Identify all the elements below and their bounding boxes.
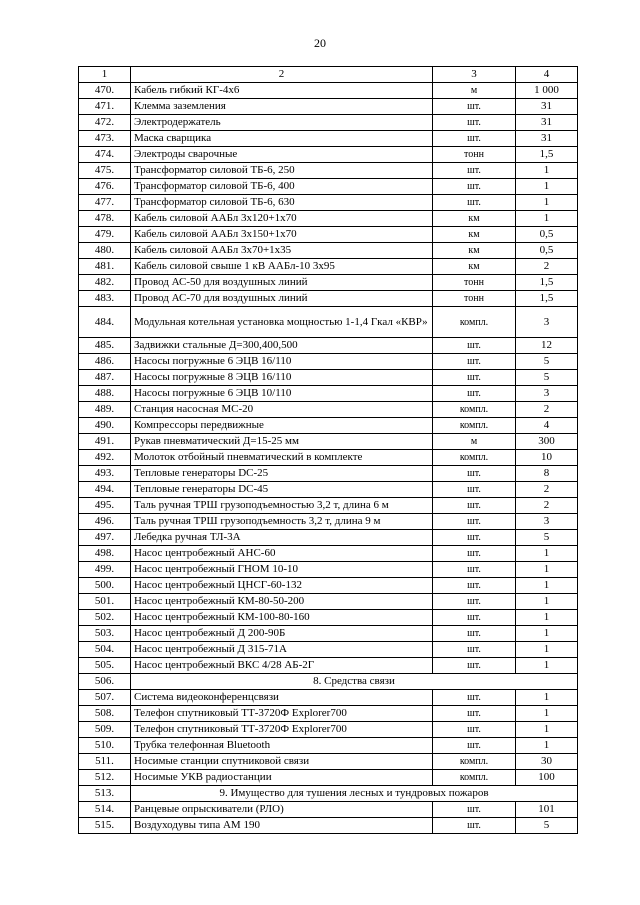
item-unit: компл. bbox=[433, 770, 516, 786]
row-number: 497. bbox=[79, 530, 131, 546]
item-quantity: 5 bbox=[516, 818, 578, 834]
item-unit: шт. bbox=[433, 179, 516, 195]
row-number: 493. bbox=[79, 466, 131, 482]
item-quantity: 0,5 bbox=[516, 243, 578, 259]
row-number: 480. bbox=[79, 243, 131, 259]
row-number: 495. bbox=[79, 498, 131, 514]
table-row bbox=[79, 626, 578, 642]
item-name: Телефон спутниковый ТТ-3720Ф Explorer700 bbox=[131, 706, 433, 722]
item-name: Насос центробежный ГНОМ 10-10 bbox=[131, 562, 433, 578]
item-name: Задвижки стальные Д=300,400,500 bbox=[131, 338, 433, 354]
table-row bbox=[79, 434, 578, 450]
row-number: 477. bbox=[79, 195, 131, 211]
item-name: Насосы погружные 6 ЭЦВ 10/110 bbox=[131, 386, 433, 402]
item-quantity: 5 bbox=[516, 530, 578, 546]
table-row bbox=[79, 291, 578, 307]
section-title: 9. Имущество для тушения лесных и тундровых пожаров bbox=[131, 786, 578, 802]
table-row bbox=[79, 163, 578, 179]
item-unit: шт. bbox=[433, 610, 516, 626]
row-number: 481. bbox=[79, 259, 131, 275]
table-row bbox=[79, 610, 578, 626]
item-unit: шт. bbox=[433, 482, 516, 498]
item-unit: шт. bbox=[433, 562, 516, 578]
item-quantity: 1 bbox=[516, 562, 578, 578]
item-unit: шт. bbox=[433, 338, 516, 354]
item-unit: шт. bbox=[433, 722, 516, 738]
table-row bbox=[79, 642, 578, 658]
table-row bbox=[79, 83, 578, 99]
row-number: 483. bbox=[79, 291, 131, 307]
item-unit: тонн bbox=[433, 291, 516, 307]
item-name: Трансформатор силовой ТБ-6, 400 bbox=[131, 179, 433, 195]
item-name: Кабель силовой ААБл 3х70+1х35 bbox=[131, 243, 433, 259]
item-name: Тепловые генераторы DC-45 bbox=[131, 482, 433, 498]
row-number: 485. bbox=[79, 338, 131, 354]
table-row bbox=[79, 227, 578, 243]
table-row bbox=[79, 546, 578, 562]
item-quantity: 0,5 bbox=[516, 227, 578, 243]
item-unit: км bbox=[433, 227, 516, 243]
item-name: Кабель силовой ААБл 3х150+1х70 bbox=[131, 227, 433, 243]
table-row bbox=[79, 450, 578, 466]
item-quantity: 31 bbox=[516, 115, 578, 131]
row-number: 510. bbox=[79, 738, 131, 754]
item-unit: км bbox=[433, 259, 516, 275]
section-row bbox=[79, 674, 578, 690]
table-row bbox=[79, 147, 578, 163]
item-unit: шт. bbox=[433, 370, 516, 386]
item-name: Провод АС-50 для воздушных линий bbox=[131, 275, 433, 291]
item-unit: компл. bbox=[433, 418, 516, 434]
item-unit: шт. bbox=[433, 642, 516, 658]
item-name: Насос центробежный ВКС 4/28 АБ-2Г bbox=[131, 658, 433, 674]
item-name: Насос центробежный АНС-60 bbox=[131, 546, 433, 562]
table-row bbox=[79, 259, 578, 275]
table-row bbox=[79, 770, 578, 786]
item-unit: шт. bbox=[433, 706, 516, 722]
item-name: Тепловые генераторы DC-25 bbox=[131, 466, 433, 482]
item-unit: компл. bbox=[433, 450, 516, 466]
item-quantity: 1 bbox=[516, 658, 578, 674]
item-name: Насос центробежный ЦНСГ-60-132 bbox=[131, 578, 433, 594]
row-number: 486. bbox=[79, 354, 131, 370]
table-row bbox=[79, 418, 578, 434]
table-row bbox=[79, 530, 578, 546]
item-name: Рукав пневматический Д=15-25 мм bbox=[131, 434, 433, 450]
item-unit: шт. bbox=[433, 99, 516, 115]
row-number: 508. bbox=[79, 706, 131, 722]
item-unit: шт. bbox=[433, 594, 516, 610]
item-name: Воздуходувы типа АМ 190 bbox=[131, 818, 433, 834]
table-row bbox=[79, 354, 578, 370]
item-quantity: 2 bbox=[516, 259, 578, 275]
item-name: Компрессоры передвижные bbox=[131, 418, 433, 434]
item-quantity: 101 bbox=[516, 802, 578, 818]
item-name: Клемма заземления bbox=[131, 99, 433, 115]
item-quantity: 12 bbox=[516, 338, 578, 354]
row-number: 496. bbox=[79, 514, 131, 530]
row-number: 507. bbox=[79, 690, 131, 706]
row-number: 490. bbox=[79, 418, 131, 434]
item-name: Трансформатор силовой ТБ-6, 630 bbox=[131, 195, 433, 211]
table-row bbox=[79, 578, 578, 594]
row-number: 471. bbox=[79, 99, 131, 115]
item-quantity: 31 bbox=[516, 99, 578, 115]
item-name: Насос центробежный Д 200-90Б bbox=[131, 626, 433, 642]
item-quantity: 31 bbox=[516, 131, 578, 147]
item-unit: м bbox=[433, 83, 516, 99]
item-unit: шт. bbox=[433, 546, 516, 562]
item-name: Насос центробежный Д 315-71А bbox=[131, 642, 433, 658]
item-unit: тонн bbox=[433, 147, 516, 163]
row-number: 500. bbox=[79, 578, 131, 594]
item-name: Ранцевые опрыскиватели (РЛО) bbox=[131, 802, 433, 818]
inventory-table bbox=[78, 66, 578, 834]
row-number: 478. bbox=[79, 211, 131, 227]
section-row bbox=[79, 786, 578, 802]
item-quantity: 5 bbox=[516, 370, 578, 386]
table-row bbox=[79, 498, 578, 514]
row-number: 491. bbox=[79, 434, 131, 450]
row-number: 479. bbox=[79, 227, 131, 243]
item-unit: шт. bbox=[433, 658, 516, 674]
item-name: Провод АС-70 для воздушных линий bbox=[131, 291, 433, 307]
item-unit: компл. bbox=[433, 402, 516, 418]
row-number: 482. bbox=[79, 275, 131, 291]
item-unit: шт. bbox=[433, 386, 516, 402]
table-row bbox=[79, 179, 578, 195]
table-row bbox=[79, 386, 578, 402]
column-header: 1 bbox=[79, 67, 131, 83]
item-unit: км bbox=[433, 211, 516, 227]
item-name: Кабель силовой ААБл 3х120+1х70 bbox=[131, 211, 433, 227]
row-number: 504. bbox=[79, 642, 131, 658]
item-quantity: 1 bbox=[516, 690, 578, 706]
item-quantity: 300 bbox=[516, 434, 578, 450]
item-name: Таль ручная ТРШ грузоподъемностью 3,2 т, длина 6 м bbox=[131, 498, 433, 514]
column-header: 3 bbox=[433, 67, 516, 83]
table-row bbox=[79, 706, 578, 722]
row-number: 484. bbox=[79, 307, 131, 338]
item-quantity: 1 bbox=[516, 706, 578, 722]
table-row bbox=[79, 211, 578, 227]
item-name: Молоток отбойный пневматический в комплекте bbox=[131, 450, 433, 466]
table-row bbox=[79, 482, 578, 498]
item-quantity: 3 bbox=[516, 307, 578, 338]
item-quantity: 1 bbox=[516, 642, 578, 658]
table-row bbox=[79, 658, 578, 674]
item-name: Кабель гибкий КГ-4х6 bbox=[131, 83, 433, 99]
item-name: Насосы погружные 8 ЭЦВ 16/110 bbox=[131, 370, 433, 386]
item-name: Трансформатор силовой ТБ-6, 250 bbox=[131, 163, 433, 179]
item-unit: шт. bbox=[433, 131, 516, 147]
item-quantity: 1 bbox=[516, 578, 578, 594]
table-row bbox=[79, 307, 578, 338]
item-unit: шт. bbox=[433, 578, 516, 594]
item-unit: шт. bbox=[433, 498, 516, 514]
item-quantity: 4 bbox=[516, 418, 578, 434]
item-quantity: 8 bbox=[516, 466, 578, 482]
item-unit: шт. bbox=[433, 514, 516, 530]
row-number: 488. bbox=[79, 386, 131, 402]
item-quantity: 5 bbox=[516, 354, 578, 370]
item-name: Система видеоконференцсвязи bbox=[131, 690, 433, 706]
item-quantity: 1 bbox=[516, 163, 578, 179]
item-name: Носимые УКВ радиостанции bbox=[131, 770, 433, 786]
table-row bbox=[79, 754, 578, 770]
item-quantity: 10 bbox=[516, 450, 578, 466]
row-number: 512. bbox=[79, 770, 131, 786]
page-number: 20 bbox=[314, 36, 326, 50]
row-number: 502. bbox=[79, 610, 131, 626]
item-name: Насос центробежный КМ-80-50-200 bbox=[131, 594, 433, 610]
row-number: 514. bbox=[79, 802, 131, 818]
row-number: 509. bbox=[79, 722, 131, 738]
table-row bbox=[79, 402, 578, 418]
column-header: 2 bbox=[131, 67, 433, 83]
item-name: Лебедка ручная ТЛ-3А bbox=[131, 530, 433, 546]
item-name: Маска сварщика bbox=[131, 131, 433, 147]
row-number: 475. bbox=[79, 163, 131, 179]
row-number: 511. bbox=[79, 754, 131, 770]
row-number: 476. bbox=[79, 179, 131, 195]
table-row bbox=[79, 195, 578, 211]
item-unit: шт. bbox=[433, 163, 516, 179]
column-header: 4 bbox=[516, 67, 578, 83]
row-number: 473. bbox=[79, 131, 131, 147]
item-quantity: 1 bbox=[516, 722, 578, 738]
item-name: Электроды сварочные bbox=[131, 147, 433, 163]
row-number: 513. bbox=[79, 786, 131, 802]
item-unit: тонн bbox=[433, 275, 516, 291]
item-quantity: 1,5 bbox=[516, 291, 578, 307]
item-quantity: 1,5 bbox=[516, 275, 578, 291]
item-name: Модульная котельная установка мощностью 1-1,4 Гкал «КВР» bbox=[131, 307, 433, 338]
table-row bbox=[79, 370, 578, 386]
item-unit: м bbox=[433, 434, 516, 450]
item-unit: шт. bbox=[433, 690, 516, 706]
item-name: Станция насосная МС-20 bbox=[131, 402, 433, 418]
item-unit: шт. bbox=[433, 626, 516, 642]
row-number: 492. bbox=[79, 450, 131, 466]
row-number: 501. bbox=[79, 594, 131, 610]
item-quantity: 30 bbox=[516, 754, 578, 770]
item-quantity: 1 000 bbox=[516, 83, 578, 99]
item-unit: шт. bbox=[433, 466, 516, 482]
item-name: Носимые станции спутниковой связи bbox=[131, 754, 433, 770]
table-row bbox=[79, 275, 578, 291]
table-row bbox=[79, 514, 578, 530]
item-unit: шт. bbox=[433, 818, 516, 834]
table-row bbox=[79, 131, 578, 147]
item-quantity: 2 bbox=[516, 402, 578, 418]
row-number: 498. bbox=[79, 546, 131, 562]
item-name: Телефон спутниковый ТТ-3720Ф Explorer700 bbox=[131, 722, 433, 738]
row-number: 505. bbox=[79, 658, 131, 674]
table-row bbox=[79, 818, 578, 834]
item-quantity: 1 bbox=[516, 738, 578, 754]
section-title: 8. Средства связи bbox=[131, 674, 578, 690]
item-quantity: 3 bbox=[516, 386, 578, 402]
table-row bbox=[79, 115, 578, 131]
item-quantity: 2 bbox=[516, 482, 578, 498]
row-number: 487. bbox=[79, 370, 131, 386]
table-row bbox=[79, 802, 578, 818]
table-row bbox=[79, 562, 578, 578]
item-unit: шт. bbox=[433, 195, 516, 211]
item-quantity: 1 bbox=[516, 626, 578, 642]
item-name: Кабель силовой свыше 1 кВ ААБл-10 3х95 bbox=[131, 259, 433, 275]
table-row bbox=[79, 738, 578, 754]
table-row bbox=[79, 690, 578, 706]
item-quantity: 1 bbox=[516, 594, 578, 610]
item-name: Трубка телефонная Bluetooth bbox=[131, 738, 433, 754]
row-number: 494. bbox=[79, 482, 131, 498]
row-number: 506. bbox=[79, 674, 131, 690]
item-name: Таль ручная ТРШ грузоподъемность 3,2 т, длина 9 м bbox=[131, 514, 433, 530]
table-row bbox=[79, 466, 578, 482]
item-quantity: 2 bbox=[516, 498, 578, 514]
item-quantity: 1 bbox=[516, 179, 578, 195]
item-unit: км bbox=[433, 243, 516, 259]
row-number: 472. bbox=[79, 115, 131, 131]
item-quantity: 1 bbox=[516, 610, 578, 626]
row-number: 489. bbox=[79, 402, 131, 418]
item-name: Электродержатель bbox=[131, 115, 433, 131]
table-row bbox=[79, 99, 578, 115]
row-number: 470. bbox=[79, 83, 131, 99]
item-quantity: 1 bbox=[516, 211, 578, 227]
row-number: 515. bbox=[79, 818, 131, 834]
table-row bbox=[79, 243, 578, 259]
item-quantity: 1 bbox=[516, 195, 578, 211]
row-number: 503. bbox=[79, 626, 131, 642]
item-quantity: 1 bbox=[516, 546, 578, 562]
table-header-row bbox=[79, 67, 578, 83]
table-row bbox=[79, 722, 578, 738]
item-unit: компл. bbox=[433, 754, 516, 770]
item-unit: шт. bbox=[433, 802, 516, 818]
item-quantity: 100 bbox=[516, 770, 578, 786]
item-unit: шт. bbox=[433, 354, 516, 370]
item-unit: шт. bbox=[433, 115, 516, 131]
row-number: 499. bbox=[79, 562, 131, 578]
item-unit: компл. bbox=[433, 307, 516, 338]
table-row bbox=[79, 338, 578, 354]
row-number: 474. bbox=[79, 147, 131, 163]
item-unit: шт. bbox=[433, 738, 516, 754]
item-quantity: 1,5 bbox=[516, 147, 578, 163]
item-unit: шт. bbox=[433, 530, 516, 546]
item-quantity: 3 bbox=[516, 514, 578, 530]
table-row bbox=[79, 594, 578, 610]
item-name: Насос центробежный КМ-100-80-160 bbox=[131, 610, 433, 626]
item-name: Насосы погружные 6 ЭЦВ 16/110 bbox=[131, 354, 433, 370]
